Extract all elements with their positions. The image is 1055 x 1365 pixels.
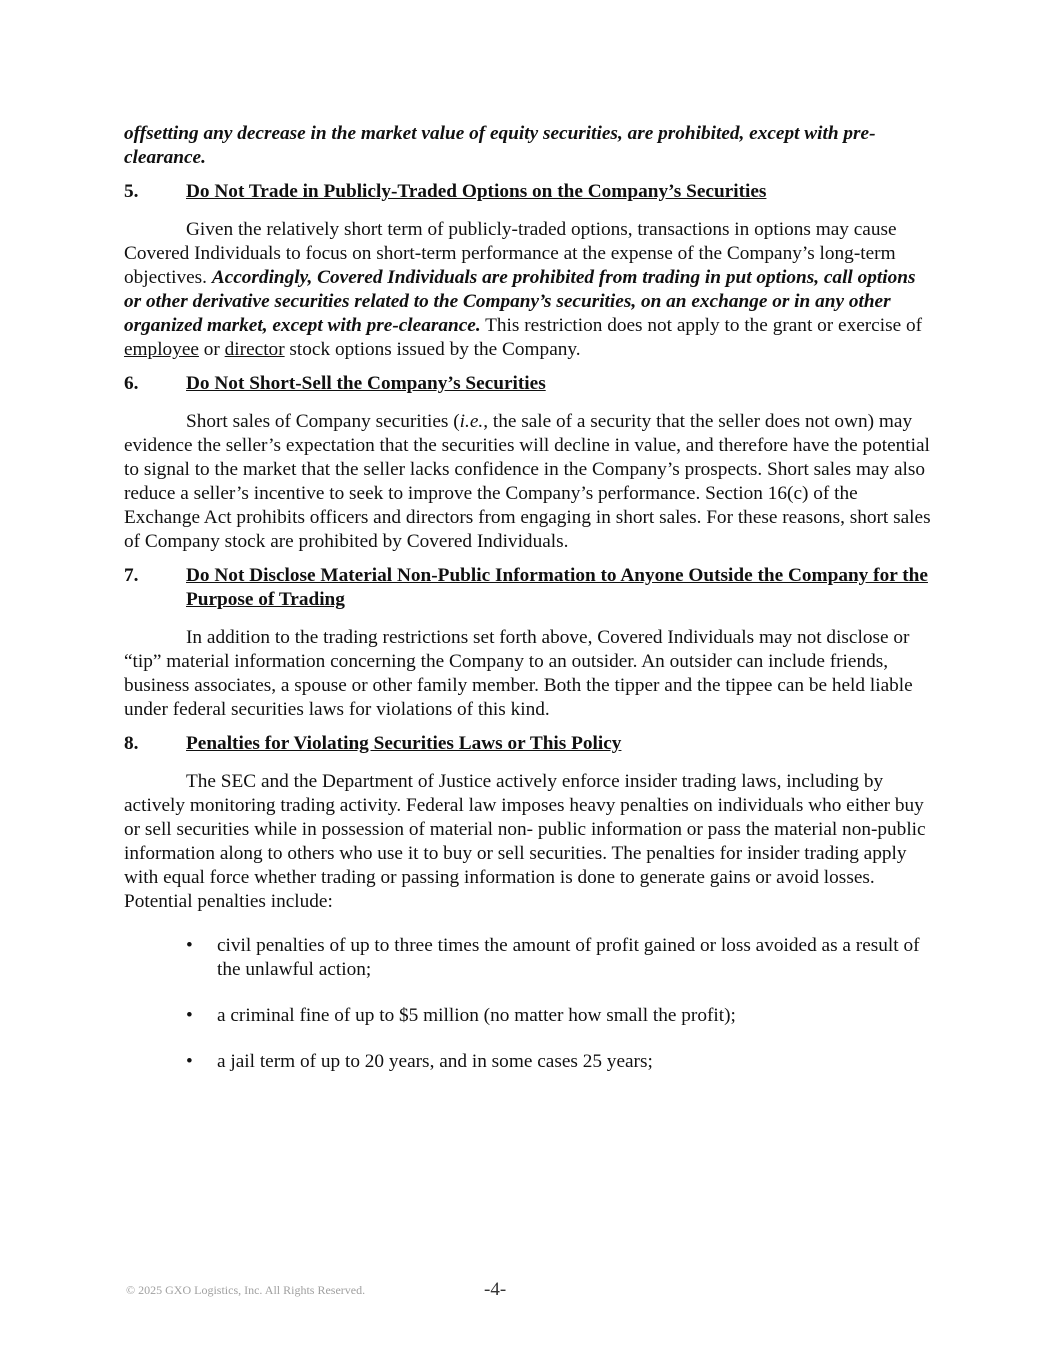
section-8-paragraph: The SEC and the Department of Justice actively enforce insider trading laws, including by actively monitoring trading activity. Federal law imposes heavy penalties on individuals who either buy or sell securities while in possession of material non- public information or pass the material non-public information along to others who use it to buy or sell securities. The penalties for insider trading apply with equal force whether trading or passing information is done to generate gains or avoid losses. Potential penalties include:	[124, 771, 926, 912]
document-body	[124, 122, 932, 1096]
section-number: 8.	[124, 733, 139, 754]
section-5-heading	[124, 180, 932, 204]
section-number: 6.	[124, 373, 139, 394]
section-title: Do Not Short-Sell the Company’s Securities	[186, 373, 546, 394]
employee-term: employee	[124, 339, 199, 360]
bullet-icon: •	[186, 1005, 193, 1026]
page-number: -4-	[484, 1279, 507, 1300]
section-number: 5.	[124, 181, 139, 202]
section-title: Do Not Disclose Material Non-Public Information to Anyone Outside the Company for the Purpose of Trading	[186, 565, 928, 610]
list-item: • a jail term of up to 20 years, and in some cases 25 years;	[186, 1051, 653, 1072]
section-title: Do Not Trade in Publicly-Traded Options on the Company’s Securities	[186, 181, 767, 202]
copyright-footer: © 2025 GXO Logistics, Inc. All Rights Reserved.	[126, 1283, 366, 1297]
section-number: 7.	[124, 565, 139, 586]
bullet-icon: •	[186, 1051, 193, 1072]
prohibition-bold-text: Accordingly, Covered Individuals are prohibited from trading in put options, call options or other derivative securities related to the Company’s securities, on an exchange or in any other organized market, except with pre-clearance.	[124, 267, 916, 336]
intro-paragraph: offsetting any decrease in the market value of equity securities, are prohibited, except with pre-clearance.	[124, 123, 876, 168]
section-6-heading	[124, 372, 932, 396]
section-7-paragraph: In addition to the trading restrictions set forth above, Covered Individuals may not disclose or “tip” material information concerning the Company to an outsider. An outsider can include friends, business associates, a spouse or other family member. Both the tipper and the tippee can be held liable under federal securities laws for violations of this kind.	[124, 627, 913, 720]
section-6-paragraph: Short sales of Company securities (i.e., the sale of a security that the seller does not own) may evidence the seller’s expectation that the securities will decline in value, and therefore have the potential to signal to the market that the seller lacks confidence in the Company’s prospects. Short sales may also reduce a seller’s incentive to seek to improve the Company’s performance. Section 16(c) of the Exchange Act prohibits officers and directors from engaging in short sales. For these reasons, short sales of Company stock are prohibited by Covered Individuals.	[124, 411, 931, 552]
bullet-icon: •	[186, 935, 193, 956]
section-7-heading	[124, 564, 932, 612]
penalties-list	[124, 934, 932, 1074]
list-item: • a criminal fine of up to $5 million (no matter how small the profit);	[186, 1005, 736, 1026]
list-item: • civil penalties of up to three times the amount of profit gained or loss avoided as a result of the unlawful action;	[186, 935, 920, 980]
section-title: Penalties for Violating Securities Laws or This Policy	[186, 733, 622, 754]
director-term: director	[224, 339, 285, 360]
section-5-paragraph: Given the relatively short term of publicly-traded options, transactions in options may cause Covered Individuals to focus on short-term performance at the expense of the Company’s long-term objectives. Accordingly, Covered Individuals are prohibited from trading in put options, call options or other derivative securities related to the Company’s securities, on an exchange or in any other organized market, except with pre-clearance. This restriction does not apply to the grant or exercise of employee or director stock options issued by the Company.	[124, 219, 923, 360]
ie-abbreviation: i.e.	[459, 411, 484, 432]
section-8-heading	[124, 732, 932, 756]
